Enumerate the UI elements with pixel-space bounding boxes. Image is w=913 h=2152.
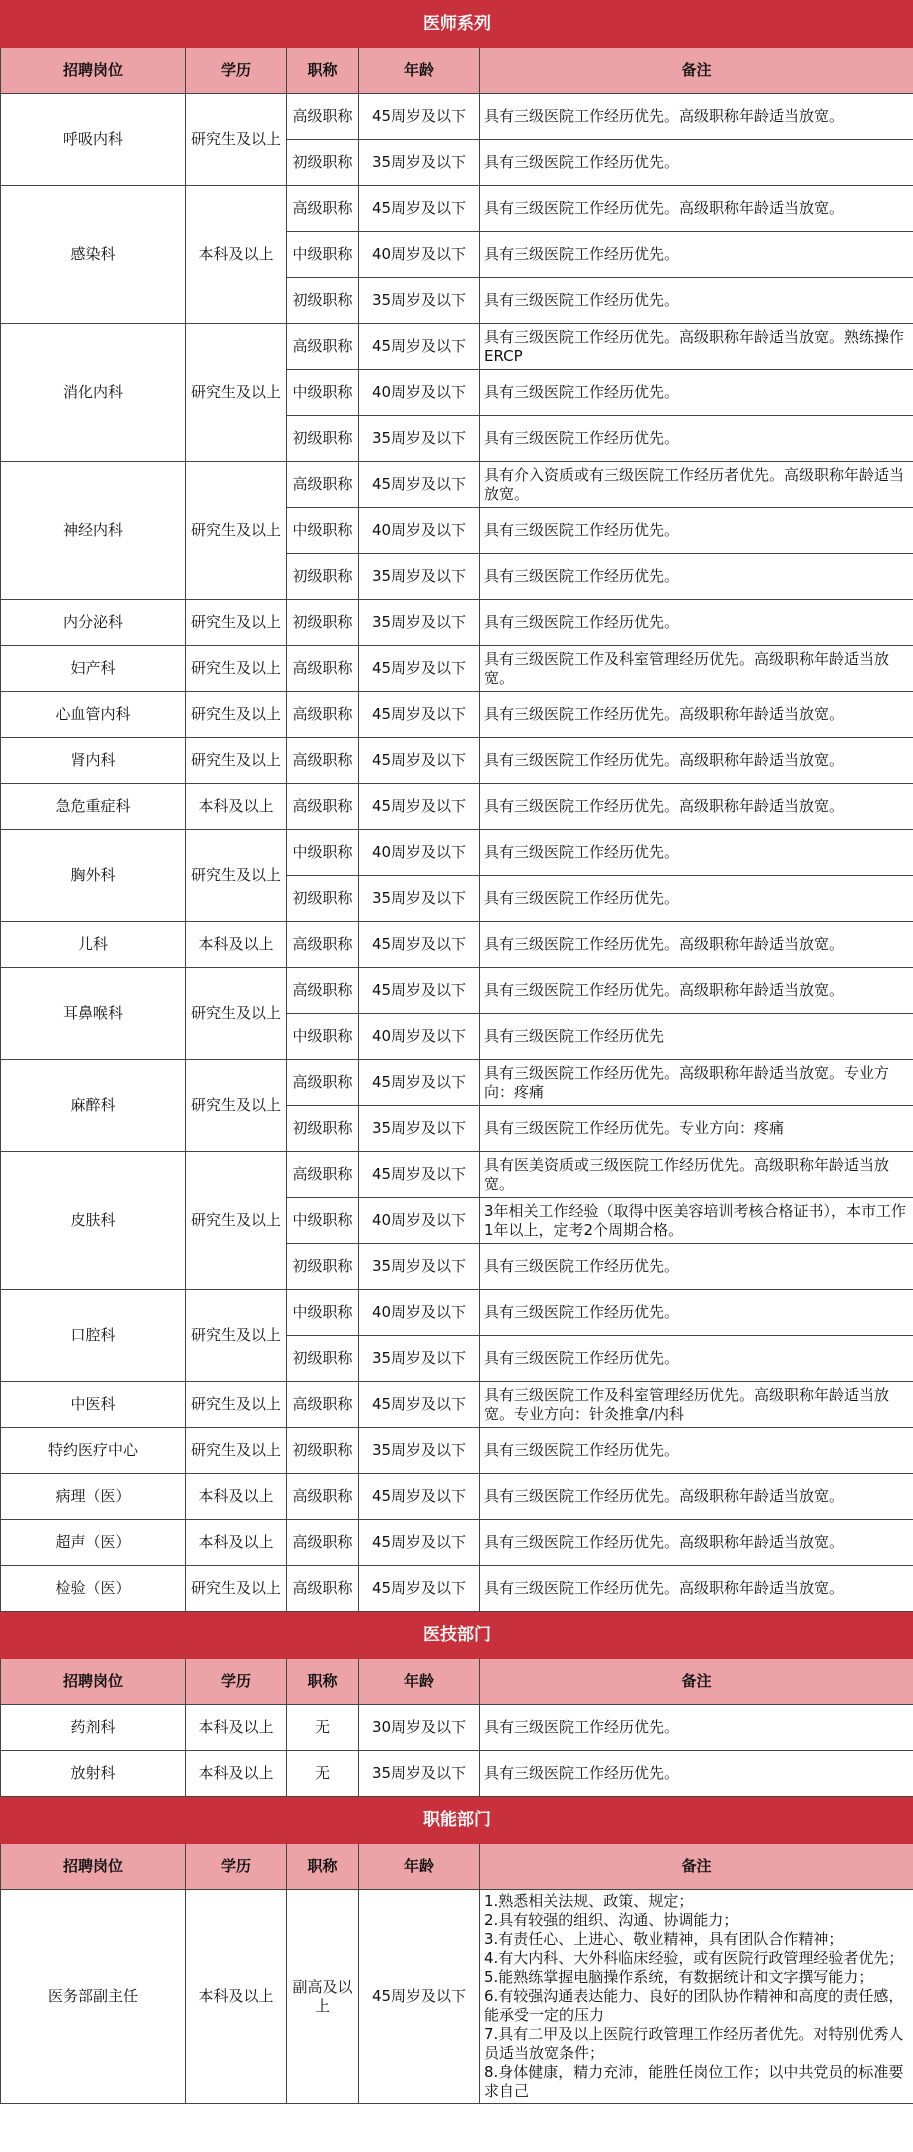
post-cell: 消化内科 xyxy=(1,324,186,462)
table-row xyxy=(1,1705,913,1751)
note-cell: 具有三级医院工作经历优先。 xyxy=(480,554,913,600)
header-age: 年龄 xyxy=(359,48,480,94)
title-cell: 高级职称 xyxy=(287,94,359,140)
header-row xyxy=(1,1844,913,1890)
note-cell: 具有三级医院工作经历优先。 xyxy=(480,232,913,278)
age-cell: 35周岁及以下 xyxy=(359,1244,480,1290)
header-row xyxy=(1,48,913,94)
note-cell: 具有三级医院工作经历优先。 xyxy=(480,600,913,646)
edu-cell: 本科及以上 xyxy=(186,186,287,324)
note-cell: 具有三级医院工作经历优先。 xyxy=(480,830,913,876)
edu-cell: 研究生及以上 xyxy=(186,600,287,646)
table-row xyxy=(1,1382,913,1428)
age-cell: 45周岁及以下 xyxy=(359,186,480,232)
age-cell: 35周岁及以下 xyxy=(359,416,480,462)
note-cell: 具有三级医院工作经历优先。高级职称年龄适当放宽。 xyxy=(480,1566,913,1612)
section-title: 医技部门 xyxy=(1,1612,913,1659)
age-cell: 35周岁及以下 xyxy=(359,876,480,922)
age-cell: 30周岁及以下 xyxy=(359,1705,480,1751)
section-title: 职能部门 xyxy=(1,1797,913,1844)
edu-cell: 本科及以上 xyxy=(186,784,287,830)
post-cell: 病理（医） xyxy=(1,1474,186,1520)
header-edu: 学历 xyxy=(186,1659,287,1705)
title-cell: 高级职称 xyxy=(287,1382,359,1428)
age-cell: 45周岁及以下 xyxy=(359,462,480,508)
post-cell: 超声（医） xyxy=(1,1520,186,1566)
note-cell: 具有三级医院工作及科室管理经历优先。高级职称年龄适当放宽。专业方向：针灸推拿/内科 xyxy=(480,1382,913,1428)
note-cell: 具有三级医院工作经历优先。 xyxy=(480,416,913,462)
table-row xyxy=(1,784,913,830)
note-cell: 3年相关工作经验（取得中医美容培训考核合格证书），本市工作1年以上，定考2个周期合格。 xyxy=(480,1198,913,1244)
age-cell: 35周岁及以下 xyxy=(359,554,480,600)
edu-cell: 研究生及以上 xyxy=(186,1428,287,1474)
post-cell: 麻醉科 xyxy=(1,1060,186,1152)
note-cell: 具有三级医院工作经历优先。高级职称年龄适当放宽。 xyxy=(480,94,913,140)
edu-cell: 研究生及以上 xyxy=(186,462,287,600)
edu-cell: 研究生及以上 xyxy=(186,692,287,738)
age-cell: 45周岁及以下 xyxy=(359,922,480,968)
header-title: 职称 xyxy=(287,1659,359,1705)
title-cell: 高级职称 xyxy=(287,1152,359,1198)
edu-cell: 研究生及以上 xyxy=(186,1566,287,1612)
note-cell: 具有三级医院工作经历优先。高级职称年龄适当放宽。 xyxy=(480,738,913,784)
title-cell: 中级职称 xyxy=(287,370,359,416)
title-cell: 无 xyxy=(287,1705,359,1751)
header-note: 备注 xyxy=(480,1844,913,1890)
age-cell: 35周岁及以下 xyxy=(359,1751,480,1797)
post-cell: 皮肤科 xyxy=(1,1152,186,1290)
age-cell: 45周岁及以下 xyxy=(359,692,480,738)
note-cell: 具有三级医院工作经历优先。高级职称年龄适当放宽。 xyxy=(480,968,913,1014)
note-cell: 具有三级医院工作经历优先。高级职称年龄适当放宽。熟练操作ERCP xyxy=(480,324,913,370)
note-cell: 具有三级医院工作经历优先。 xyxy=(480,1244,913,1290)
title-cell: 高级职称 xyxy=(287,1566,359,1612)
age-cell: 45周岁及以下 xyxy=(359,784,480,830)
title-cell: 高级职称 xyxy=(287,186,359,232)
note-cell: 具有三级医院工作经历优先。高级职称年龄适当放宽。 xyxy=(480,784,913,830)
title-cell: 副高及以上 xyxy=(287,1890,359,2104)
post-cell: 呼吸内科 xyxy=(1,94,186,186)
note-cell: 具有三级医院工作经历优先。 xyxy=(480,1290,913,1336)
table-row xyxy=(1,1890,913,2104)
header-post: 招聘岗位 xyxy=(1,1844,186,1890)
edu-cell: 研究生及以上 xyxy=(186,830,287,922)
table-row xyxy=(1,1474,913,1520)
header-title: 职称 xyxy=(287,48,359,94)
age-cell: 40周岁及以下 xyxy=(359,370,480,416)
note-cell: 具有三级医院工作经历优先。高级职称年龄适当放宽。 xyxy=(480,1474,913,1520)
edu-cell: 本科及以上 xyxy=(186,1474,287,1520)
age-cell: 35周岁及以下 xyxy=(359,1428,480,1474)
post-cell: 医务部副主任 xyxy=(1,1890,186,2104)
header-post: 招聘岗位 xyxy=(1,48,186,94)
header-title: 职称 xyxy=(287,1844,359,1890)
note-cell: 具有三级医院工作经历优先。 xyxy=(480,1336,913,1382)
title-cell: 中级职称 xyxy=(287,830,359,876)
title-cell: 高级职称 xyxy=(287,692,359,738)
edu-cell: 研究生及以上 xyxy=(186,324,287,462)
note-cell: 具有三级医院工作经历优先。高级职称年龄适当放宽。 xyxy=(480,692,913,738)
age-cell: 45周岁及以下 xyxy=(359,1566,480,1612)
title-cell: 高级职称 xyxy=(287,646,359,692)
edu-cell: 研究生及以上 xyxy=(186,1290,287,1382)
post-cell: 药剂科 xyxy=(1,1705,186,1751)
title-cell: 初级职称 xyxy=(287,600,359,646)
title-cell: 高级职称 xyxy=(287,738,359,784)
post-cell: 口腔科 xyxy=(1,1290,186,1382)
age-cell: 40周岁及以下 xyxy=(359,1014,480,1060)
age-cell: 40周岁及以下 xyxy=(359,1290,480,1336)
post-cell: 儿科 xyxy=(1,922,186,968)
age-cell: 40周岁及以下 xyxy=(359,232,480,278)
age-cell: 45周岁及以下 xyxy=(359,1060,480,1106)
edu-cell: 研究生及以上 xyxy=(186,646,287,692)
title-cell: 中级职称 xyxy=(287,232,359,278)
title-cell: 中级职称 xyxy=(287,508,359,554)
note-cell: 具有三级医院工作经历优先。 xyxy=(480,140,913,186)
title-cell: 高级职称 xyxy=(287,462,359,508)
note-cell: 具有三级医院工作经历优先。专业方向：疼痛 xyxy=(480,1106,913,1152)
title-cell: 高级职称 xyxy=(287,324,359,370)
title-cell: 高级职称 xyxy=(287,1520,359,1566)
age-cell: 35周岁及以下 xyxy=(359,278,480,324)
age-cell: 45周岁及以下 xyxy=(359,738,480,784)
section-title-row xyxy=(1,1,913,48)
title-cell: 高级职称 xyxy=(287,968,359,1014)
edu-cell: 研究生及以上 xyxy=(186,968,287,1060)
table-row xyxy=(1,738,913,784)
table-row xyxy=(1,830,913,876)
age-cell: 45周岁及以下 xyxy=(359,1474,480,1520)
table-row xyxy=(1,1290,913,1336)
post-cell: 检验（医） xyxy=(1,1566,186,1612)
note-cell: 具有三级医院工作经历优先。高级职称年龄适当放宽。专业方向：疼痛 xyxy=(480,1060,913,1106)
edu-cell: 研究生及以上 xyxy=(186,738,287,784)
edu-cell: 研究生及以上 xyxy=(186,94,287,186)
title-cell: 初级职称 xyxy=(287,1106,359,1152)
title-cell: 初级职称 xyxy=(287,1336,359,1382)
header-row xyxy=(1,1659,913,1705)
table-row xyxy=(1,922,913,968)
post-cell: 耳鼻喉科 xyxy=(1,968,186,1060)
age-cell: 40周岁及以下 xyxy=(359,830,480,876)
table-row xyxy=(1,968,913,1014)
age-cell: 45周岁及以下 xyxy=(359,1520,480,1566)
age-cell: 45周岁及以下 xyxy=(359,1890,480,2104)
header-note: 备注 xyxy=(480,1659,913,1705)
post-cell: 感染科 xyxy=(1,186,186,324)
age-cell: 45周岁及以下 xyxy=(359,968,480,1014)
note-cell: 具有三级医院工作经历优先。高级职称年龄适当放宽。 xyxy=(480,1520,913,1566)
note-cell: 具有三级医院工作经历优先。 xyxy=(480,278,913,324)
age-cell: 35周岁及以下 xyxy=(359,140,480,186)
age-cell: 45周岁及以下 xyxy=(359,646,480,692)
edu-cell: 本科及以上 xyxy=(186,1890,287,2104)
header-edu: 学历 xyxy=(186,1844,287,1890)
header-post: 招聘岗位 xyxy=(1,1659,186,1705)
section-title: 医师系列 xyxy=(1,1,913,48)
age-cell: 45周岁及以下 xyxy=(359,1382,480,1428)
title-cell: 初级职称 xyxy=(287,1244,359,1290)
post-cell: 中医科 xyxy=(1,1382,186,1428)
post-cell: 神经内科 xyxy=(1,462,186,600)
table-row xyxy=(1,600,913,646)
title-cell: 初级职称 xyxy=(287,416,359,462)
post-cell: 胸外科 xyxy=(1,830,186,922)
note-cell: 具有三级医院工作经历优先。高级职称年龄适当放宽。 xyxy=(480,922,913,968)
edu-cell: 本科及以上 xyxy=(186,1751,287,1797)
title-cell: 初级职称 xyxy=(287,876,359,922)
title-cell: 中级职称 xyxy=(287,1198,359,1244)
table-row xyxy=(1,462,913,508)
post-cell: 特约医疗中心 xyxy=(1,1428,186,1474)
title-cell: 初级职称 xyxy=(287,278,359,324)
note-cell: 具有三级医院工作经历优先。 xyxy=(480,1428,913,1474)
note-cell: 具有三级医院工作及科室管理经历优先。高级职称年龄适当放宽。 xyxy=(480,646,913,692)
note-cell: 具有三级医院工作经历优先。 xyxy=(480,876,913,922)
title-cell: 初级职称 xyxy=(287,140,359,186)
table-row xyxy=(1,1520,913,1566)
age-cell: 40周岁及以下 xyxy=(359,508,480,554)
table-row xyxy=(1,1428,913,1474)
title-cell: 高级职称 xyxy=(287,1474,359,1520)
age-cell: 45周岁及以下 xyxy=(359,94,480,140)
header-age: 年龄 xyxy=(359,1659,480,1705)
section-title-row xyxy=(1,1797,913,1844)
table-row xyxy=(1,1060,913,1106)
title-cell: 中级职称 xyxy=(287,1290,359,1336)
title-cell: 高级职称 xyxy=(287,922,359,968)
header-age: 年龄 xyxy=(359,1844,480,1890)
post-cell: 急危重症科 xyxy=(1,784,186,830)
edu-cell: 本科及以上 xyxy=(186,1520,287,1566)
header-edu: 学历 xyxy=(186,48,287,94)
age-cell: 40周岁及以下 xyxy=(359,1198,480,1244)
table-row xyxy=(1,692,913,738)
age-cell: 35周岁及以下 xyxy=(359,1106,480,1152)
table-row xyxy=(1,186,913,232)
table-row xyxy=(1,646,913,692)
note-cell: 具有三级医院工作经历优先。 xyxy=(480,508,913,554)
edu-cell: 本科及以上 xyxy=(186,922,287,968)
table-row xyxy=(1,94,913,140)
table-row xyxy=(1,324,913,370)
edu-cell: 本科及以上 xyxy=(186,1705,287,1751)
note-cell: 具有三级医院工作经历优先。 xyxy=(480,1751,913,1797)
note-cell: 具有三级医院工作经历优先。高级职称年龄适当放宽。 xyxy=(480,186,913,232)
note-cell: 1.熟悉相关法规、政策、规定； 2.具有较强的组织、沟通、协调能力； 3.有责任心、上进心、敬业精神，具有团队合作精神； 4.有大内科、大外科临床经验，或有医院行政管理经验者优先； 5.能熟练掌握电脑操作系统，有数据统计和文字撰写能力； 6.有较强沟通表达能力、良好的团队协作精神和高度的责任感，能承受一定的压力 7.具有二甲及以上医院行政管理工作经历者优先。对特别优秀人员适当放宽条件； 8.身体健康，精力充沛，能胜任岗位工作；以中共党员的标准要求自己 xyxy=(480,1890,913,2104)
age-cell: 45周岁及以下 xyxy=(359,324,480,370)
title-cell: 高级职称 xyxy=(287,1060,359,1106)
edu-cell: 研究生及以上 xyxy=(186,1382,287,1428)
section-title-row xyxy=(1,1612,913,1659)
age-cell: 45周岁及以下 xyxy=(359,1152,480,1198)
post-cell: 心血管内科 xyxy=(1,692,186,738)
title-cell: 初级职称 xyxy=(287,1428,359,1474)
post-cell: 妇产科 xyxy=(1,646,186,692)
title-cell: 无 xyxy=(287,1751,359,1797)
post-cell: 内分泌科 xyxy=(1,600,186,646)
note-cell: 具有医美资质或三级医院工作经历优先。高级职称年龄适当放宽。 xyxy=(480,1152,913,1198)
edu-cell: 研究生及以上 xyxy=(186,1060,287,1152)
note-cell: 具有介入资质或有三级医院工作经历者优先。高级职称年龄适当放宽。 xyxy=(480,462,913,508)
age-cell: 35周岁及以下 xyxy=(359,1336,480,1382)
table-row xyxy=(1,1751,913,1797)
post-cell: 放射科 xyxy=(1,1751,186,1797)
post-cell: 肾内科 xyxy=(1,738,186,784)
edu-cell: 研究生及以上 xyxy=(186,1152,287,1290)
note-cell: 具有三级医院工作经历优先。 xyxy=(480,370,913,416)
note-cell: 具有三级医院工作经历优先 xyxy=(480,1014,913,1060)
title-cell: 初级职称 xyxy=(287,554,359,600)
age-cell: 35周岁及以下 xyxy=(359,600,480,646)
title-cell: 中级职称 xyxy=(287,1014,359,1060)
title-cell: 高级职称 xyxy=(287,784,359,830)
table-row xyxy=(1,1152,913,1198)
note-cell: 具有三级医院工作经历优先。 xyxy=(480,1705,913,1751)
header-note: 备注 xyxy=(480,48,913,94)
table-row xyxy=(1,1566,913,1612)
